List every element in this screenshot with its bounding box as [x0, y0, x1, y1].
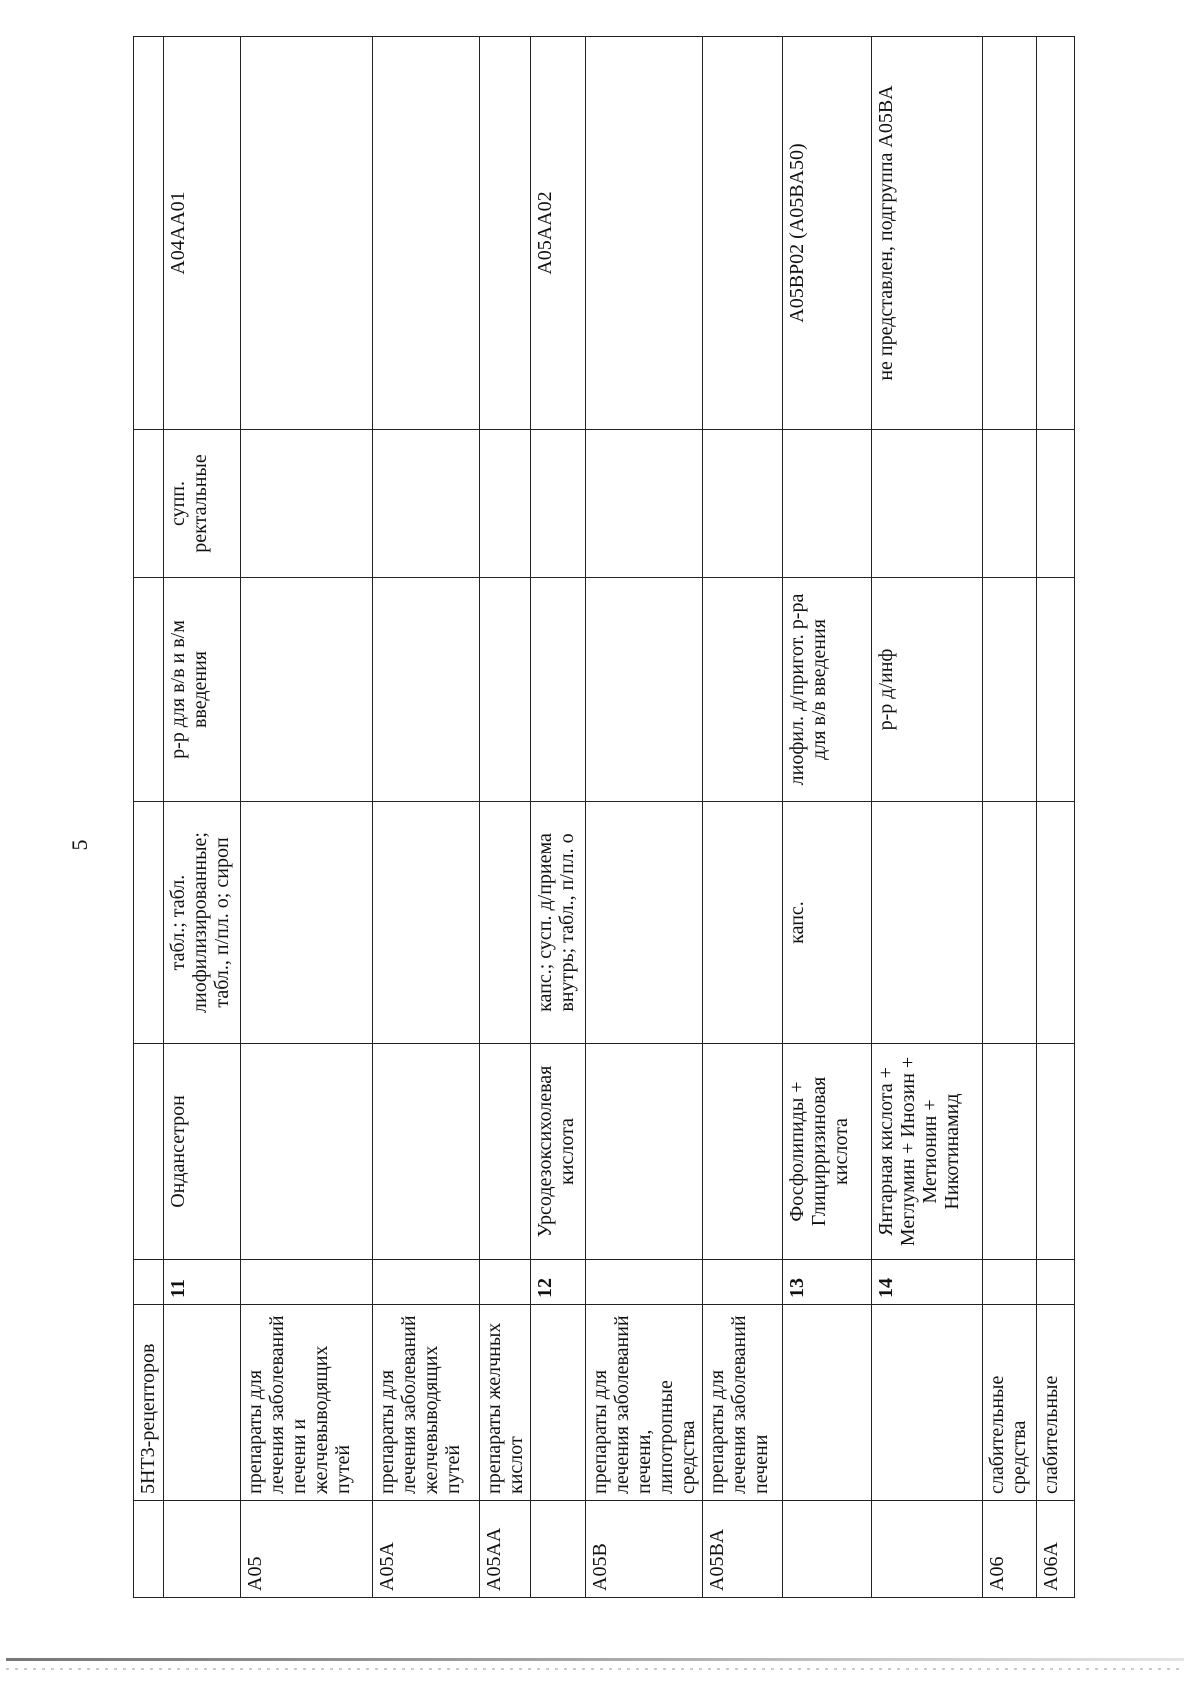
cell-oral — [134, 802, 164, 1044]
cell-other — [531, 430, 586, 578]
cell-other — [1037, 430, 1075, 578]
cell-code: A05 — [241, 1501, 373, 1598]
cell-group: препараты для лечения заболеваний печени — [703, 1305, 783, 1501]
cell-group: препараты желчных кислот — [480, 1305, 531, 1501]
cell-oral — [872, 802, 983, 1044]
cell-other — [241, 430, 373, 578]
cell-num: 12 — [531, 1260, 586, 1305]
cell-group: слабительные — [1037, 1305, 1075, 1501]
cell-group: препараты для лечения заболеваний печени, липотропные средства — [586, 1305, 703, 1501]
table-row — [164, 37, 241, 1598]
cell-name — [241, 1044, 373, 1260]
scan-edge-dots — [6, 1668, 1184, 1670]
cell-group: препараты для лечения заболеваний печени и желчевыводящих путей — [241, 1305, 373, 1501]
cell-oral — [1037, 802, 1075, 1044]
cell-other — [134, 430, 164, 578]
cell-atc — [373, 37, 480, 430]
cell-inj: р-р для в/в и в/м введения — [164, 578, 241, 802]
cell-atc: не представлен, подгруппа A05BA — [872, 37, 983, 430]
cell-code: A05B — [586, 1501, 703, 1598]
cell-num — [373, 1260, 480, 1305]
cell-atc: A05BP02 (A05BA50) — [783, 37, 872, 430]
cell-name — [480, 1044, 531, 1260]
cell-other — [480, 430, 531, 578]
cell-num: 14 — [872, 1260, 983, 1305]
drug-table-container — [133, 37, 1064, 1598]
cell-name — [1037, 1044, 1075, 1260]
cell-group — [783, 1305, 872, 1501]
cell-group — [872, 1305, 983, 1501]
cell-other — [783, 430, 872, 578]
cell-inj — [703, 578, 783, 802]
cell-num — [241, 1260, 373, 1305]
cell-name: Урсодезоксихолевая кислота — [531, 1044, 586, 1260]
cell-other — [586, 430, 703, 578]
cell-oral: капс.; сусп. д/приема внутрь; табл., п/пл. о — [531, 802, 586, 1044]
table-row — [134, 37, 164, 1598]
cell-inj — [241, 578, 373, 802]
cell-name: Янтарная кислота + Меглумин + Инозин + Метионин + Никотинамид — [872, 1044, 983, 1260]
cell-atc — [241, 37, 373, 430]
drug-table — [133, 36, 1075, 1598]
cell-num — [983, 1260, 1037, 1305]
cell-num — [1037, 1260, 1075, 1305]
cell-oral — [241, 802, 373, 1044]
cell-inj: р-р д/инф — [872, 578, 983, 802]
cell-inj — [134, 578, 164, 802]
cell-other: супп. ректальные — [164, 430, 241, 578]
cell-name — [983, 1044, 1037, 1260]
cell-inj: лиофил. д/пригот. р-ра для в/в введения — [783, 578, 872, 802]
cell-atc: A05AA02 — [531, 37, 586, 430]
cell-name — [134, 1044, 164, 1260]
cell-num — [586, 1260, 703, 1305]
table-row — [373, 37, 480, 1598]
cell-inj — [531, 578, 586, 802]
cell-code — [872, 1501, 983, 1598]
cell-atc — [1037, 37, 1075, 430]
cell-oral: капс. — [783, 802, 872, 1044]
cell-other — [373, 430, 480, 578]
cell-inj — [1037, 578, 1075, 802]
cell-code — [164, 1501, 241, 1598]
cell-code: A06 — [983, 1501, 1037, 1598]
cell-other — [703, 430, 783, 578]
cell-atc: A04AA01 — [164, 37, 241, 430]
cell-name — [373, 1044, 480, 1260]
table-row — [241, 37, 373, 1598]
cell-num: 11 — [164, 1260, 241, 1305]
cell-inj — [480, 578, 531, 802]
cell-group: 5HT3-рецепторов — [134, 1305, 164, 1501]
cell-name: Ондансетрон — [164, 1044, 241, 1260]
table-row — [586, 37, 703, 1598]
scan-edge-line — [6, 1658, 1184, 1661]
cell-code — [531, 1501, 586, 1598]
cell-num — [480, 1260, 531, 1305]
table-row — [480, 37, 531, 1598]
cell-num: 13 — [783, 1260, 872, 1305]
table-row — [1037, 37, 1075, 1598]
cell-group — [164, 1305, 241, 1501]
cell-other — [983, 430, 1037, 578]
cell-inj — [983, 578, 1037, 802]
cell-code: A05BA — [703, 1501, 783, 1598]
cell-atc — [586, 37, 703, 430]
cell-oral — [586, 802, 703, 1044]
cell-atc — [134, 37, 164, 430]
cell-group: слабительные средства — [983, 1305, 1037, 1501]
table-row — [703, 37, 783, 1598]
cell-group: препараты для лечения заболеваний желчевыводящих путей — [373, 1305, 480, 1501]
cell-code — [783, 1501, 872, 1598]
cell-code: A06A — [1037, 1501, 1075, 1598]
cell-oral — [373, 802, 480, 1044]
cell-code: A05A — [373, 1501, 480, 1598]
cell-code — [134, 1501, 164, 1598]
table-row — [983, 37, 1037, 1598]
table-row — [872, 37, 983, 1598]
cell-code: A05AA — [480, 1501, 531, 1598]
cell-oral — [703, 802, 783, 1044]
cell-other — [872, 430, 983, 578]
cell-name: Фосфолипиды + Глицирризиновая кислота — [783, 1044, 872, 1260]
table-row — [783, 37, 872, 1598]
cell-oral: табл.; табл. лиофилизированные; табл., п/пл. о; сироп — [164, 802, 241, 1044]
cell-atc — [480, 37, 531, 430]
cell-name — [586, 1044, 703, 1260]
table-row — [531, 37, 586, 1598]
cell-group — [531, 1305, 586, 1501]
cell-atc — [983, 37, 1037, 430]
cell-oral — [983, 802, 1037, 1044]
cell-inj — [373, 578, 480, 802]
cell-name — [703, 1044, 783, 1260]
cell-num — [703, 1260, 783, 1305]
cell-num — [134, 1260, 164, 1305]
page-number: 5 — [67, 839, 92, 851]
cell-atc — [703, 37, 783, 430]
cell-inj — [586, 578, 703, 802]
cell-oral — [480, 802, 531, 1044]
